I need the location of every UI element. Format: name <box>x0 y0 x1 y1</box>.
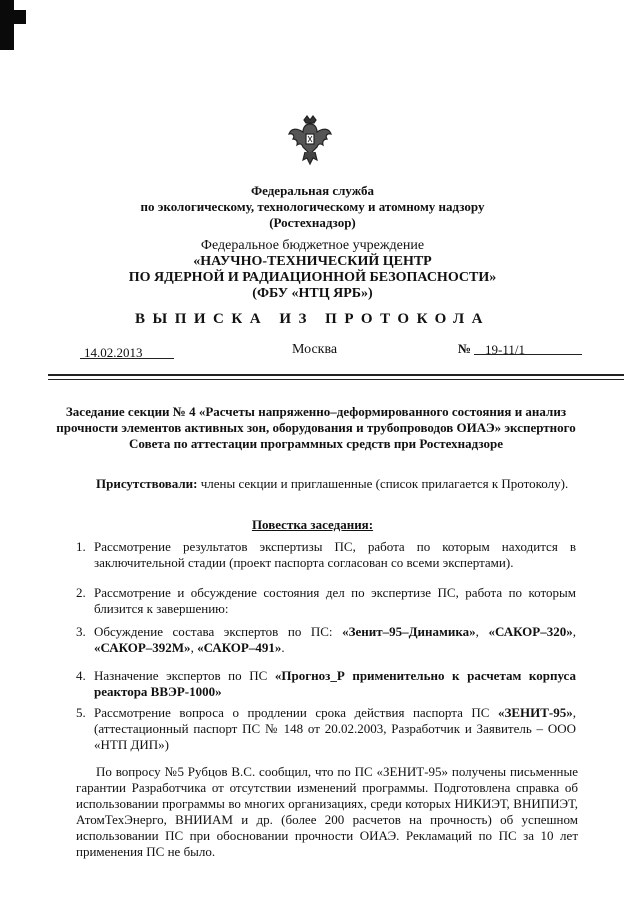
number-label: № <box>458 341 472 356</box>
meeting-title-line: прочности элементов активных зон, оборудования и трубопроводов ОИАЭ» экспертного <box>56 420 576 435</box>
agenda-item-number: 2. <box>76 585 86 600</box>
coat-of-arms-icon <box>287 114 333 166</box>
agency-abbreviation: (Ростехнадзор) <box>269 215 356 230</box>
scan-artifact <box>0 0 14 50</box>
number-underline <box>474 354 582 355</box>
divider-thick <box>48 374 624 376</box>
scan-artifact <box>0 10 26 24</box>
attendance-text: члены секции и приглашенные (список прилагается к Протоколу). <box>197 476 569 491</box>
agenda-item-number: 3. <box>76 624 86 639</box>
attendance <box>96 476 568 492</box>
date-underline <box>80 358 174 359</box>
document-title: ВЫПИСКА ИЗ ПРОТОКОЛА <box>134 311 490 327</box>
institution-name-line1: «НАУЧНО-ТЕХНИЧЕСКИЙ ЦЕНТР <box>193 254 432 269</box>
agenda-item-text: Обсуждение состава экспертов по ПС: «Зенит–95–Динамика», «САКОР–320», «САКОР–392М», «САКОР–491». <box>94 624 576 655</box>
agenda-item-text: Рассмотрение и обсуждение состояния дел по экспертизе ПС, работа по которым близится к завершению: <box>94 585 576 616</box>
institution-name-line2: ПО ЯДЕРНОЙ И РАДИАЦИОННОЙ БЕЗОПАСНОСТИ» <box>128 270 497 285</box>
agenda-item-number: 4. <box>76 668 86 683</box>
meeting-title <box>56 404 576 452</box>
agenda-item-text: Назначение экспертов по ПС «Прогноз_Р применительно к расчетам корпуса реактора ВВЭР-1000» <box>94 668 576 699</box>
body-paragraph: По вопросу №5 Рубцов В.С. сообщил, что по ПС «ЗЕНИТ-95» получены письменные гарантии Разработчика от отсутствии изменений программы. Подготовлена справка об использовании программы во многих организациях, среди которых НИКИЭТ, ВНИПИЭТ, АтомТехЭнерго, ВНИИАМ и др. (более 200 расчетов на прочность) об успешном использовании ПС при обосновании прочности ОИАЭ. Рекламаций по ПС за 10 лет применения ПС не было. <box>76 764 578 859</box>
document-date: 14.02.2013 <box>84 345 143 360</box>
agenda-item-text: Рассмотрение вопроса о продлении срока действия паспорта ПС «ЗЕНИТ-95», (аттестационный паспорт ПС № 148 от 20.02.2003, Разработчик и Заявитель – ООО «НТП ДИП») <box>94 705 576 752</box>
agenda-item-number: 1. <box>76 539 86 554</box>
agenda-item-number: 5. <box>76 705 86 720</box>
meeting-title-line: Совета по аттестации программных средств при Ростехнадзоре <box>129 436 503 451</box>
document-number: 19-11/1 <box>485 342 525 357</box>
institution-type: Федеральное бюджетное учреждение <box>200 238 425 253</box>
divider-thin <box>48 379 624 380</box>
agency-name: Федеральная служба <box>250 183 375 198</box>
agenda-heading: Повестка заседания: <box>251 517 374 532</box>
attendance-label: Присутствовали: <box>96 476 198 491</box>
agenda-item-text: Рассмотрение результатов экспертизы ПС, работа по которым находится в заключительной стадии (проект паспорта согласован со всеми экспертами). <box>94 539 576 570</box>
institution-abbreviation: (ФБУ «НТЦ ЯРБ») <box>252 286 373 301</box>
agency-description: по экологическому, технологическому и атомному надзору <box>140 199 485 214</box>
document-city: Москва <box>292 342 338 357</box>
meeting-title-line: Заседание секции № 4 «Расчеты напряженно–деформированного состояния и анализ <box>65 404 567 419</box>
